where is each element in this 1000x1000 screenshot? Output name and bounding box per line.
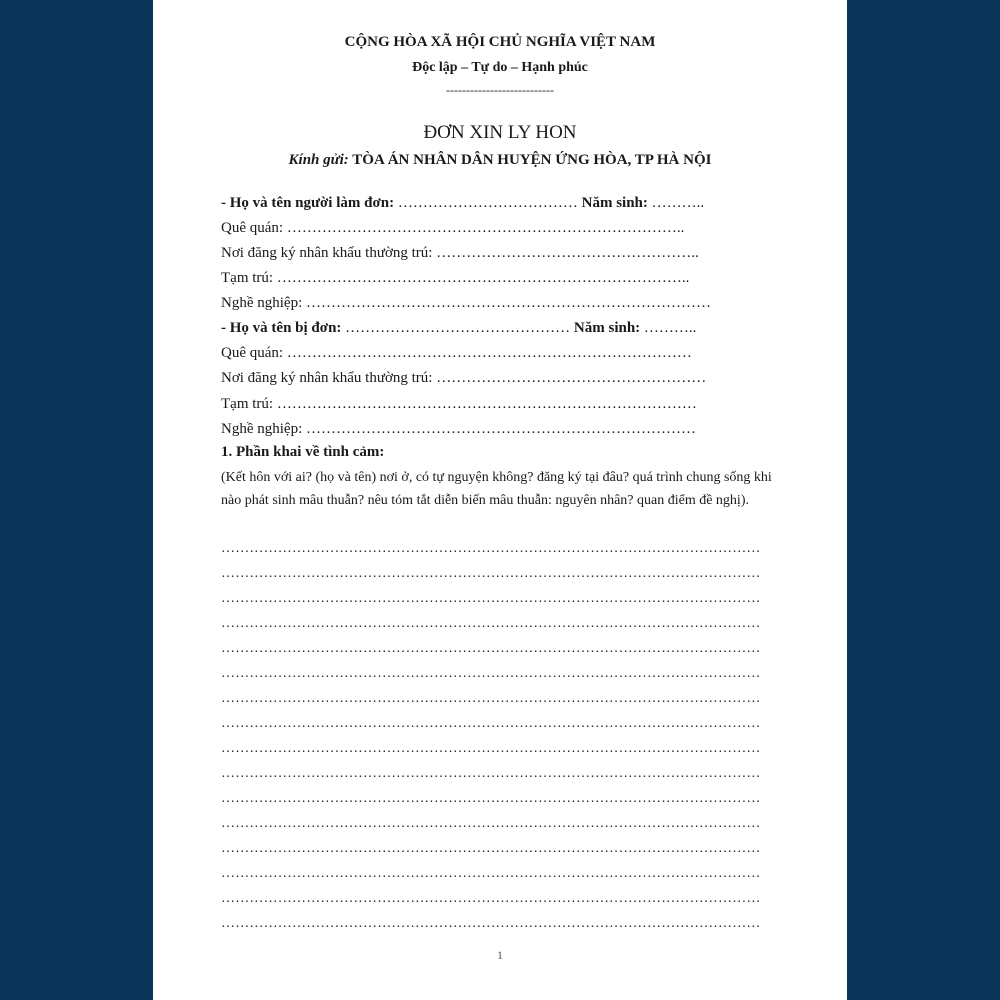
petitioner-name-label: - Họ và tên người làm đơn: [221, 195, 395, 211]
document-title: ĐƠN XIN LY HON [423, 122, 577, 143]
recipient-name: TÒA ÁN NHÂN DÂN HUYỆN ỨNG HÒA, TP HÀ NỘI [352, 152, 712, 168]
respondent-year-blank: ……….. [643, 320, 697, 336]
blank-line: …………………………………………………………………………………………………… [221, 866, 761, 881]
petitioner-occupation: Nghề nghiệp: ……………………………………………………………………… [221, 295, 711, 311]
respondent-name-row [221, 320, 696, 337]
blank-line: …………………………………………………………………………………………………… [221, 691, 761, 706]
petitioner-year-blank: ……….. [651, 195, 705, 211]
petitioner-year-label: Năm sinh: [581, 195, 648, 211]
blank-line: …………………………………………………………………………………………………… [221, 891, 761, 906]
blank-line: …………………………………………………………………………………………………… [221, 666, 761, 681]
petitioner-hometown: Quê quán: …………………………………………………………………….. [221, 220, 685, 236]
blank-line: …………………………………………………………………………………………………… [221, 916, 761, 931]
petitioner-name-blank: ……………………………… [397, 195, 578, 211]
blank-line: …………………………………………………………………………………………………… [221, 591, 761, 606]
blank-line: …………………………………………………………………………………………………… [221, 541, 761, 556]
blank-line: …………………………………………………………………………………………………… [221, 641, 761, 656]
document-page [153, 0, 847, 1000]
section-1-instructions: (Kết hôn với ai? (họ và tên) nơi ở, có tự nguyện không? đăng ký tại đâu? quá trình chung sống khi nào phát sinh mâu thuẫn? nêu tóm tắt diễn biến mâu thuẫn: nguyên nhân? quan điểm đề nghị). [221, 470, 772, 508]
blank-line: …………………………………………………………………………………………………… [221, 741, 761, 756]
respondent-hometown: Quê quán: ……………………………………………………………………… [221, 345, 692, 361]
petitioner-temporary-address: Tạm trú: ……………………………………………………………………….. [221, 270, 690, 286]
respondent-year-label: Năm sinh: [573, 320, 641, 336]
respondent-name-label: - Họ và tên bị đơn: [221, 320, 342, 336]
blank-line: …………………………………………………………………………………………………… [221, 816, 761, 831]
blank-line: …………………………………………………………………………………………………… [221, 791, 761, 806]
blank-line: …………………………………………………………………………………………………… [221, 841, 761, 856]
blank-line: …………………………………………………………………………………………………… [221, 566, 761, 581]
national-motto: Độc lập – Tự do – Hạnh phúc [412, 60, 588, 75]
header-divider: --------------------------- [446, 83, 554, 97]
respondent-occupation: Nghề nghiệp: …………………………………………………………………… [221, 421, 696, 437]
recipient-line [153, 152, 847, 169]
respondent-registered-address: Nơi đăng ký nhân khẩu thường trú: ……………………………………………… [221, 370, 707, 386]
recipient-label: Kính gửi: [288, 152, 349, 168]
blank-line: …………………………………………………………………………………………………… [221, 766, 761, 781]
respondent-name-blank: ……………………………………… [345, 320, 571, 336]
respondent-temporary-address: Tạm trú: ………………………………………………………………………… [221, 396, 697, 412]
blank-line: …………………………………………………………………………………………………… [221, 616, 761, 631]
section-1-heading: 1. Phần khai về tình cảm: [221, 444, 385, 460]
page-number: 1 [497, 948, 503, 962]
blank-line: …………………………………………………………………………………………………… [221, 716, 761, 731]
petitioner-registered-address: Nơi đăng ký nhân khẩu thường trú: …………………………………………….. [221, 245, 699, 261]
petitioner-name-row [221, 195, 704, 212]
national-title: CỘNG HÒA XÃ HỘI CHỦ NGHĨA VIỆT NAM [344, 34, 656, 50]
